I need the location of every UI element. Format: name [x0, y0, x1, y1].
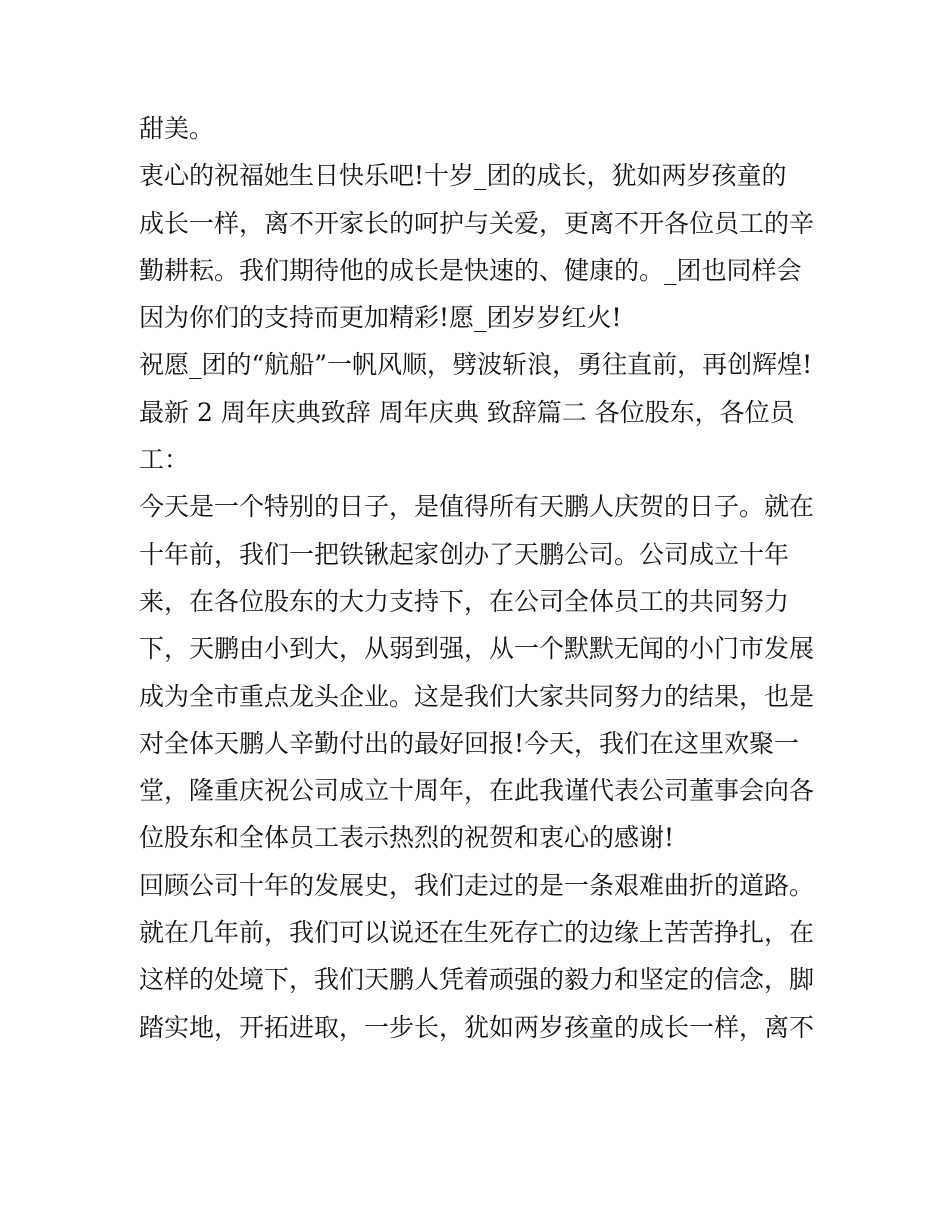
text-line: 勤耕耘。我们期待他的成长是快速的、健康的。_团也同样会 [139, 255, 802, 285]
text-line: 位股东和全体员工表示热烈的祝贺和衷心的感谢! [139, 823, 675, 853]
text-line: 这样的处境下，我们天鹏人凭着顽强的毅力和坚定的信念，脚 [139, 965, 815, 995]
text-line: 工： [139, 445, 190, 475]
text-line: 踏实地，开拓进取，一步长，犹如两岁孩童的成长一样，离不 [139, 1012, 815, 1042]
text-line: 就在几年前，我们可以说还在生死存亡的边缘上苦苦挣扎，在 [139, 918, 815, 948]
body-text [139, 105, 819, 1051]
text-line: 下，天鹏由小到大，从弱到强，从一个默默无闻的小门市发展 [139, 634, 815, 664]
text-line: 最新 2 周年庆典致辞 周年庆典 致辞篇二 各位股东，各位员 [139, 397, 795, 427]
text-line: 衷心的祝福她生日快乐吧!十岁_团的成长，犹如两岁孩童的 [139, 161, 787, 191]
text-line: 来，在各位股东的大力支持下，在公司全体员工的共同努力 [139, 586, 790, 616]
text-line: 祝愿_团的“航船”一帆风顺，劈波斩浪，勇往直前，再创辉煌! [139, 350, 813, 380]
text-line: 因为你们的支持而更加精彩!愿_团岁岁红火! [139, 303, 622, 333]
text-line: 今天是一个特别的日子，是值得所有天鹏人庆贺的日子。就在 [139, 492, 815, 522]
text-line: 甜美。 [139, 114, 215, 143]
text-line: 回顾公司十年的发展史，我们走过的是一条艰难曲折的道路。 [139, 870, 815, 900]
text-line: 十年前，我们一把铁锹起家创办了天鹏公司。公司成立十年 [139, 539, 790, 569]
text-line: 成为全市重点龙头企业。这是我们大家共同努力的结果，也是 [139, 681, 815, 711]
text-line: 成长一样，离不开家长的呵护与关爱，更离不开各位员工的辛 [139, 208, 815, 238]
text-line: 堂，隆重庆祝公司成立十周年，在此我谨代表公司董事会向各 [139, 776, 815, 806]
text-line: 对全体天鹏人辛勤付出的最好回报!今天，我们在这里欢聚一 [139, 728, 800, 758]
